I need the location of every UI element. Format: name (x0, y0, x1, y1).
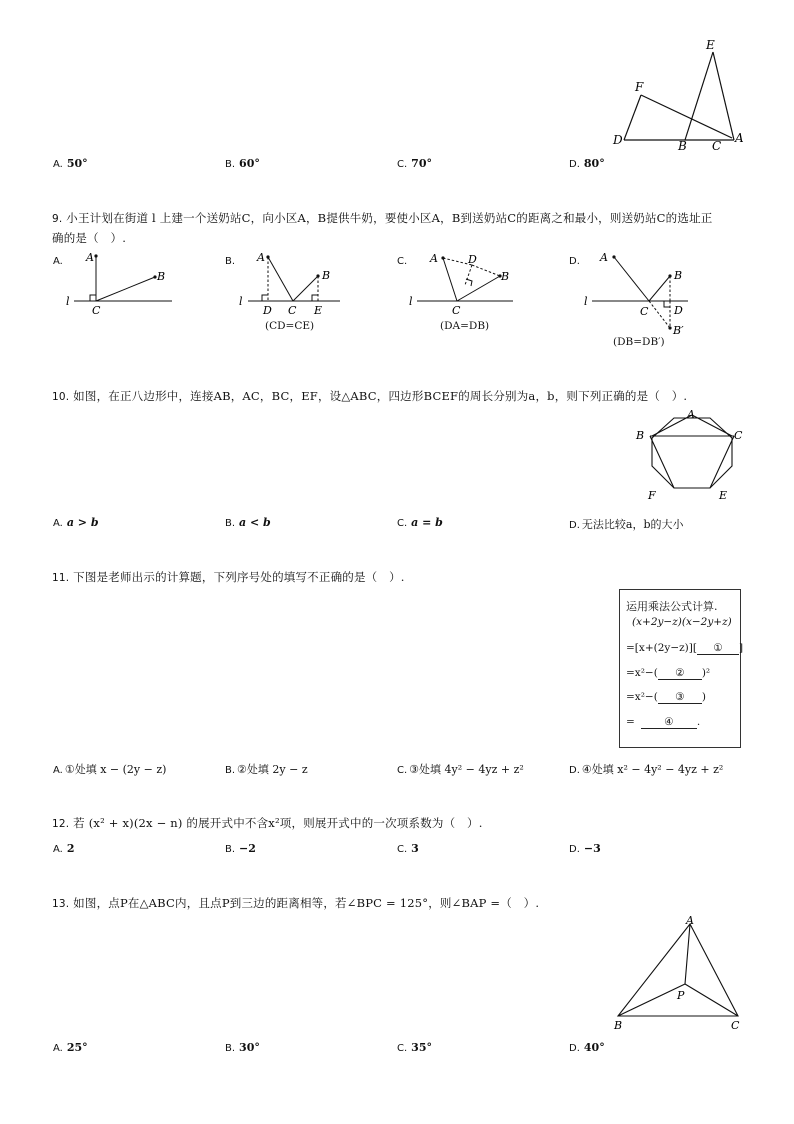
q8-label-a: A (735, 131, 744, 145)
q9-option-d[interactable]: D. (569, 256, 580, 267)
q9d-label-bp: B′ (673, 324, 684, 337)
q10-stem: 10. 如图，在正八边形中，连接AB，AC，BC，EF，设△ABC，四边形BCEF的周长分别为a，b，则下列正确的是（ ）. (52, 389, 688, 403)
q11-box-title: 运用乘法公式计算. (626, 600, 718, 613)
q9c-label-d: D (468, 253, 477, 266)
q9c-label-l: l (409, 295, 413, 308)
q13-triangle (618, 924, 738, 1016)
q13-label-b: B (614, 1019, 623, 1032)
q8-option-d[interactable]: D. 80° (569, 157, 605, 170)
q9c-label-b: B (501, 270, 510, 283)
q8-line-df (624, 95, 641, 140)
q10-figure (628, 408, 748, 504)
q13-stem: 13. 如图，点P在△ABC内，且点P到三边的距离相等，若∠BPC = 125°，则∠BAP =（ ）. (52, 896, 540, 910)
q13-label-c: C (731, 1019, 740, 1032)
q9a-label-a: A (86, 251, 94, 264)
q9-figure-b (236, 248, 351, 318)
q10-label-a: A (687, 408, 695, 421)
q9b-label-l: l (239, 295, 243, 308)
q8-label-d: D (613, 133, 623, 147)
q10-label-f: F (648, 489, 656, 502)
q8-label-f: F (635, 80, 644, 94)
q9d-label-l: l (584, 295, 588, 308)
q8-line-fc (641, 95, 732, 138)
q11-calc-box (619, 589, 744, 748)
q9a-label-l: l (66, 295, 70, 308)
q9b-label-c: C (288, 304, 297, 317)
q12-option-d[interactable]: D. −3 (569, 842, 601, 855)
q10-option-d[interactable]: D. 无法比较a，b的大小 (569, 518, 684, 531)
q11-box-line1: =[x+(2y−z)][ ① ] (626, 642, 744, 654)
q9c-label-a: A (430, 252, 438, 265)
q13-option-d[interactable]: D. 40° (569, 1041, 605, 1054)
q13-label-p: P (677, 989, 685, 1002)
q11-blank-4: ④ (641, 716, 697, 729)
q9d-label-c: C (640, 305, 649, 318)
q9c-label-c: C (452, 304, 461, 317)
q9b-caption: (CD=CE) (265, 320, 315, 332)
q9b-label-a: A (257, 251, 265, 264)
q11-option-d[interactable]: D. ④处填 x² − 4y² − 4yz + z² (569, 763, 724, 776)
q10-label-c: C (734, 429, 743, 442)
q9-option-c[interactable]: C. (397, 256, 408, 267)
q10-option-a[interactable]: A. a > b (53, 516, 99, 529)
q8-option-c[interactable]: C. 70° (397, 157, 432, 170)
q9c-caption: (DA=DB) (440, 320, 490, 332)
q10-octagon (652, 418, 732, 488)
q10-label-b: B (636, 429, 645, 442)
q9-figure-a (62, 248, 177, 318)
q9-stem-cont: 确的是（ ）. (52, 231, 127, 245)
q12-option-b[interactable]: B. −2 (225, 842, 256, 855)
q11-stem: 11. 下图是老师出示的计算题，下列序号处的填写不正确的是（ ）. (52, 570, 405, 584)
q8-label-c: C (712, 139, 722, 153)
q11-option-c[interactable]: C. ③处填 4y² − 4yz + z² (397, 763, 524, 776)
q9d-label-b: B (674, 269, 683, 282)
q9-stem: 9. 小王计划在街道 l 上建一个送奶站C，向小区A，B提供牛奶，要使小区A，B到送奶站C的距离之和最小，则送奶站C的选址正 (52, 211, 713, 225)
q13-option-c[interactable]: C. 35° (397, 1041, 432, 1054)
q9d-label-a: A (600, 251, 608, 264)
q11-box-line3: =x²−( ③ ) (626, 691, 706, 703)
q13-option-a[interactable]: A. 25° (53, 1041, 88, 1054)
q9b-label-b: B (322, 269, 331, 282)
q9-option-a[interactable]: A. (53, 256, 63, 267)
q11-box-expr: (x+2y−z)(x−2y+z) (632, 616, 732, 628)
q10-option-b[interactable]: B. a < b (225, 516, 271, 529)
q12-option-c[interactable]: C. 3 (397, 842, 419, 855)
q8-figure (608, 36, 758, 154)
q8-option-b[interactable]: B. 60° (225, 157, 260, 170)
q9b-label-d: D (263, 304, 272, 317)
q9d-caption: (DB=DB′) (613, 336, 665, 348)
q11-blank-1: ① (697, 642, 739, 655)
q8-label-b: B (678, 139, 687, 153)
q9a-label-b: B (157, 270, 166, 283)
q12-stem: 12. 若 (x² + x)(2x − n) 的展开式中不含x²项，则展开式中的一次项系数为（ ）. (52, 816, 483, 830)
q11-box-line2: =x²−( ② )² (626, 667, 711, 679)
q11-blank-2: ② (658, 667, 702, 680)
q8-line-ea (713, 52, 734, 140)
q13-figure (606, 912, 756, 1034)
q11-option-a[interactable]: A. ①处填 x − (2y − z) (53, 763, 167, 776)
q12-option-a[interactable]: A. 2 (53, 842, 75, 855)
q13-label-a: A (686, 914, 694, 927)
q9b-label-e: E (314, 304, 323, 317)
q11-option-b[interactable]: B. ②处填 2y − z (225, 763, 308, 776)
q9-figure-c (405, 248, 520, 318)
q9a-label-c: C (92, 304, 101, 317)
q13-option-b[interactable]: B. 30° (225, 1041, 260, 1054)
q10-label-e: E (719, 489, 728, 502)
q9-option-b[interactable]: B. (225, 256, 236, 267)
q8-option-a[interactable]: A. 50° (53, 157, 88, 170)
q9-figure-d (580, 248, 695, 338)
q9d-label-d: D (674, 304, 683, 317)
q11-blank-3: ③ (658, 691, 702, 704)
q8-label-e: E (706, 38, 715, 52)
q10-option-c[interactable]: C. a = b (397, 516, 443, 529)
q11-box-line4: = ④ . (626, 716, 701, 728)
